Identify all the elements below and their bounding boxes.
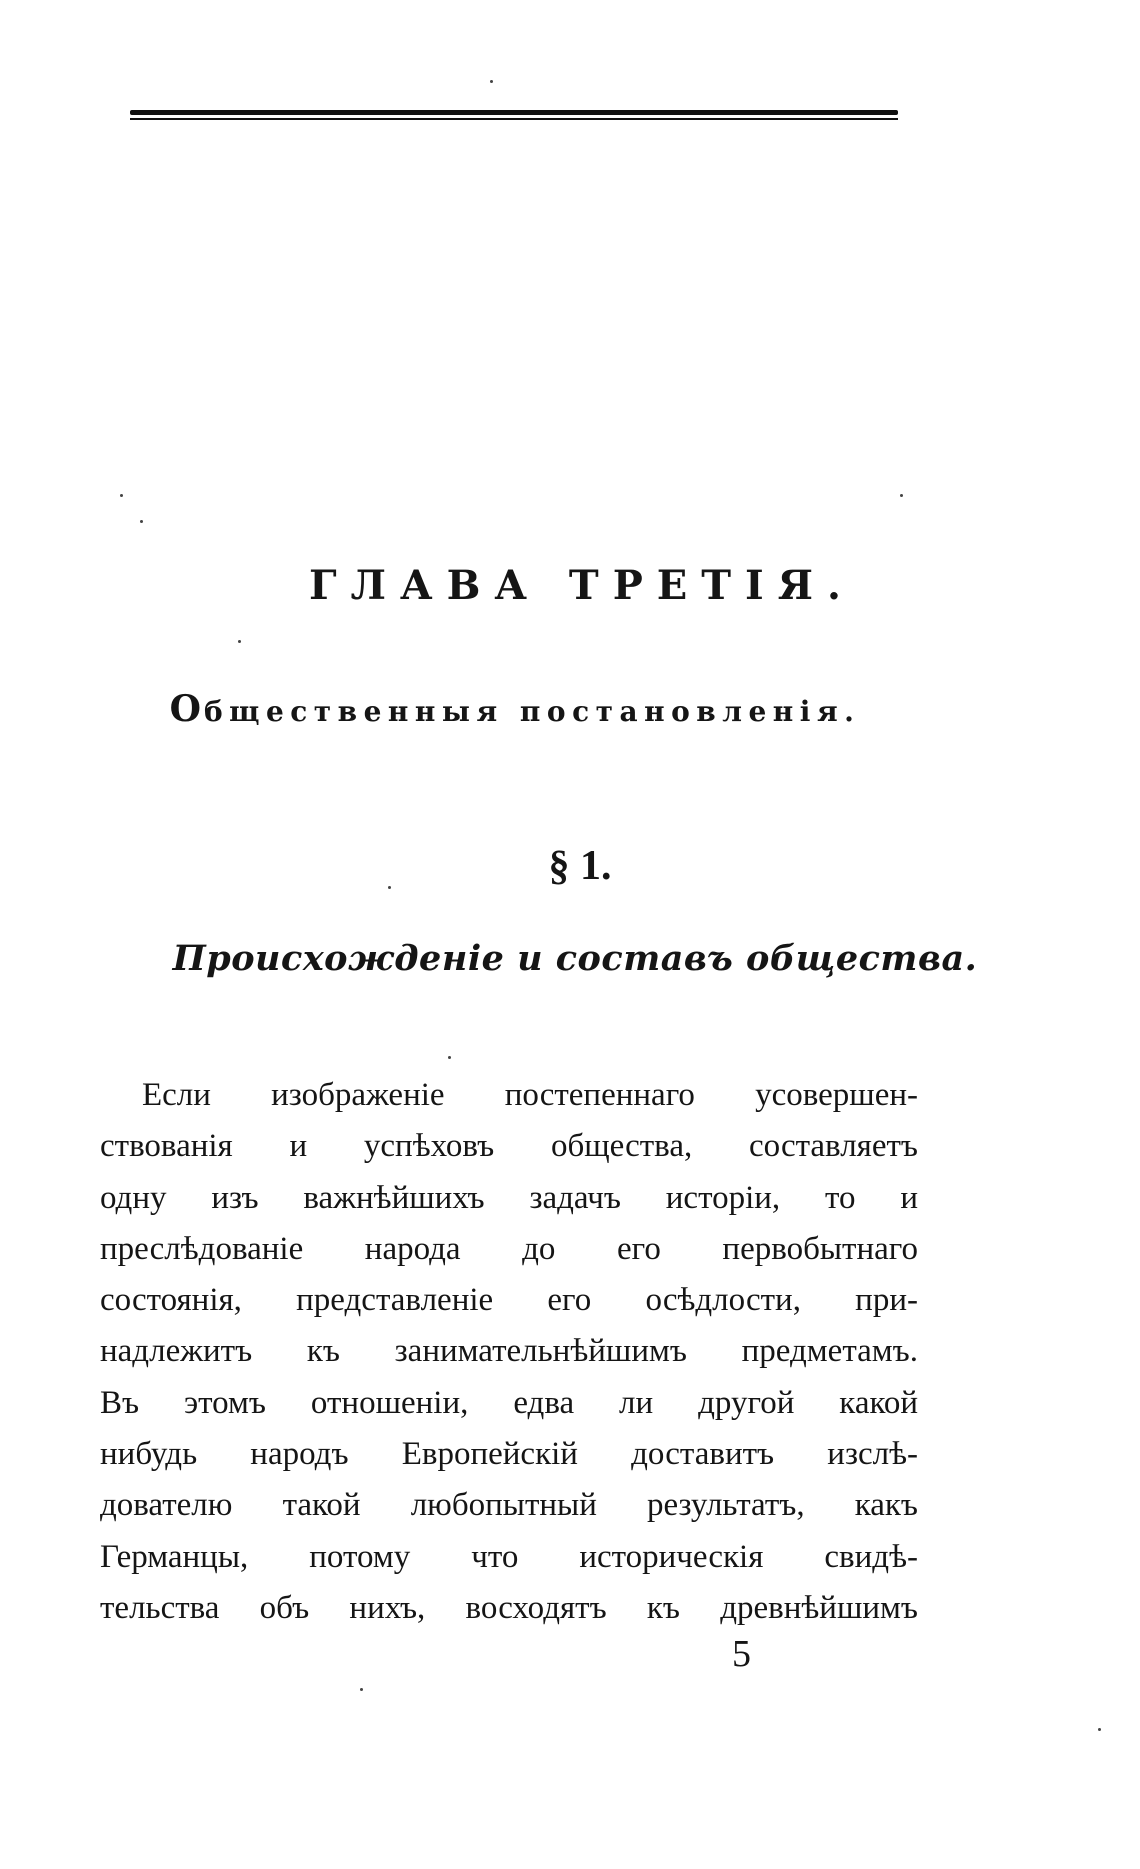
print-speck <box>120 494 123 497</box>
header-rule-thick <box>130 110 898 115</box>
body-line: преслѣдованіе народа до его первобытнаго <box>100 1230 918 1267</box>
body-line: Въ этомъ отношеніи, едва ли другой какой <box>100 1384 918 1421</box>
print-speck <box>900 494 903 497</box>
print-speck <box>490 80 493 83</box>
chapter-subtitle-rest: бщественныя постановленія. <box>203 695 861 728</box>
print-speck <box>1098 1728 1101 1731</box>
printer-signature-mark: 5 <box>732 1633 751 1675</box>
print-speck <box>140 520 143 523</box>
body-line: одну изъ важнѣйшихъ задачъ исторіи, то и <box>100 1179 918 1216</box>
print-speck <box>360 1688 363 1691</box>
chapter-subtitle-initial: О <box>169 688 204 730</box>
body-line: дователю такой любопытный результатъ, какъ <box>100 1487 918 1524</box>
body-line: тельства объ нихъ, восходятъ къ древнѣйшимъ <box>100 1589 918 1626</box>
section-number: § 1. <box>548 843 612 889</box>
body-line: Если изображеніе постепеннаго усовершен- <box>142 1077 918 1113</box>
body-line: состоянія, представленіе его осѣдлости, при- <box>100 1282 918 1319</box>
chapter-title: ГЛАВА ТРЕТІЯ. <box>309 562 855 609</box>
body-line: нибудь народъ Европейскій доставитъ изслѣ- <box>100 1436 918 1473</box>
header-rule-thin <box>130 118 898 120</box>
chapter-subtitle <box>100 688 930 730</box>
section-title: Происхожденіе и составъ общества. <box>172 938 978 979</box>
body-line: надлежитъ къ занимательнѣйшимъ предметамъ. <box>100 1333 918 1370</box>
print-speck <box>388 886 391 889</box>
body-paragraph <box>100 1070 918 1634</box>
print-speck <box>238 640 241 643</box>
print-speck <box>448 1056 451 1059</box>
body-line: Германцы, потому что историческія свидѣ- <box>100 1538 918 1575</box>
header-double-rule <box>130 110 898 120</box>
body-line: ствованія и успѣховъ общества, составляетъ <box>100 1128 918 1165</box>
